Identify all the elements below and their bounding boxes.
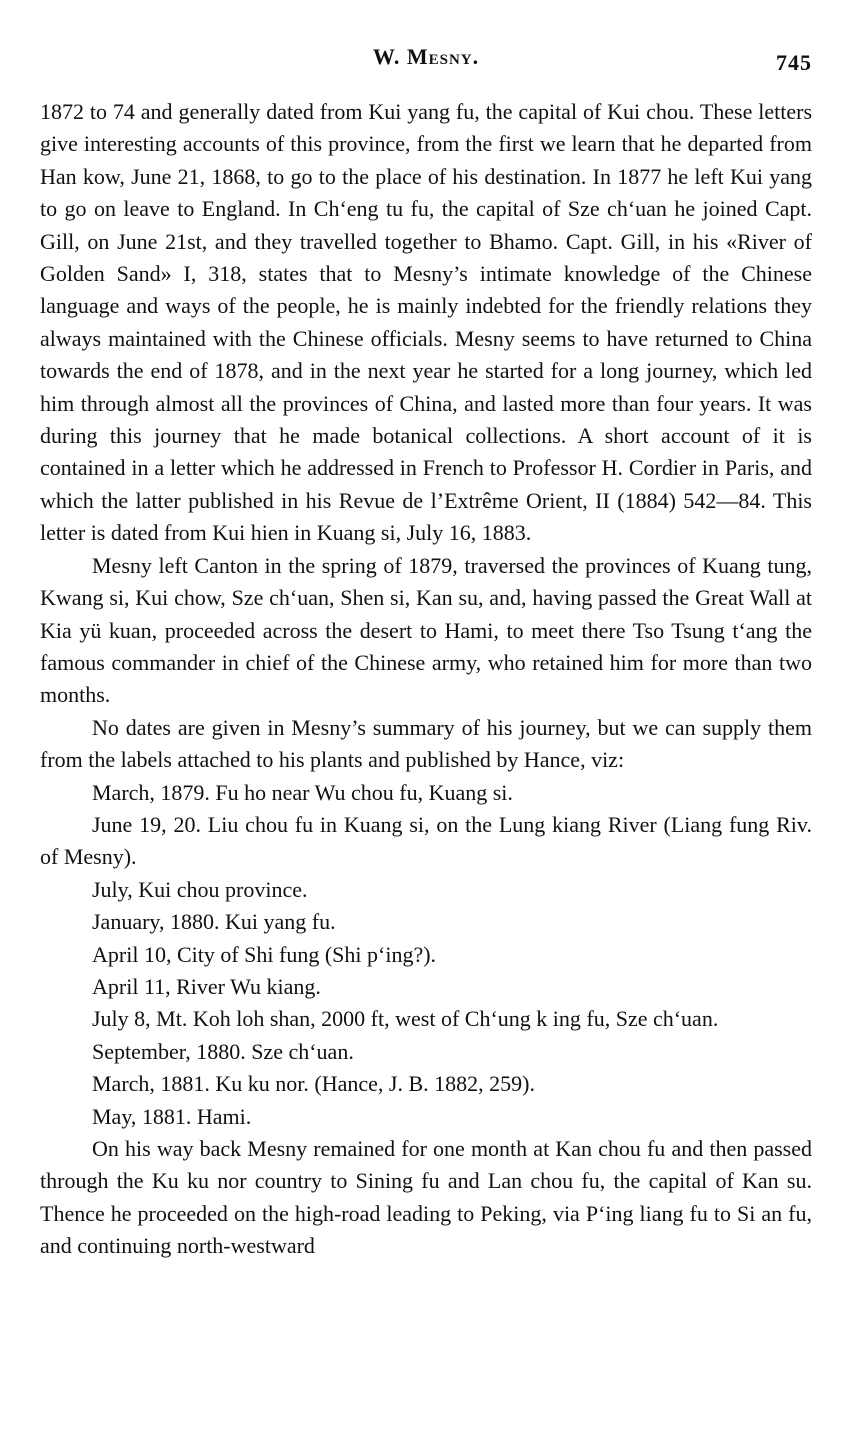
- itinerary-entry: July, Kui chou province.: [92, 876, 308, 902]
- itinerary-entry: March, 1879. Fu ho near Wu chou fu, Kuang si.: [92, 779, 513, 805]
- itinerary-entry: May, 1881. Hami.: [92, 1103, 252, 1129]
- paragraph-return-journey: On his way back Mesny remained for one month at Kan chou fu and then passed through the Ku ku nor country to Sining fu and Lan chou fu, the capital of Kan su. Thence he proceeded on the high-road leading to Peking, via Pʻing liang fu to Si an fu, and continuing north-westward: [40, 1136, 812, 1259]
- itinerary-entry: January, 1880. Kui yang fu.: [92, 909, 336, 935]
- itinerary-list: [40, 777, 812, 1133]
- itinerary-entry: March, 1881. Ku ku nor. (Hance, J. B. 1882, 259).: [92, 1071, 535, 1097]
- page-header: [40, 42, 812, 78]
- paragraph-letters: 1872 to 74 and generally dated from Kui yang fu, the capital of Kui chou. These letters give interesting accounts of this province, from the first we learn that he departed from Han kow, June 21, 1868, to go to the place of his destination. In 1877 he left Kui yang to go on leave to England. In Chʻeng tu fu, the capital of Sze chʻuan he joined Capt. Gill, on June 21st, and they travelled together to Bhamo. Capt. Gill, in his «River of Golden Sand» I, 318, states that to Mesny’s intimate knowledge of the Chinese language and ways of the people, he is mainly indebted for the friendly relations they always maintained with the Chinese officials. Mesny seems to have returned to China towards the end of 1878, and in the next year he started for a long journey, which led him through almost all the provinces of China, and lasted more than four years. It was during this journey that he made botanical collections. A short account of it is contained in a letter which he addressed in French to Professor H. Cordier in Paris, and which the latter published in his Revue de l’Extrême Orient, II (1884) 542—84. This letter is dated from Kui hien in Kuang si, July 16, 1883.: [40, 99, 812, 546]
- itinerary-entry: June 19, 20. Liu chou fu in Kuang si, on the Lung kiang River (Liang fung Riv. of Mesny).: [40, 811, 812, 870]
- itinerary-entry: April 11, River Wu kiang.: [92, 973, 321, 999]
- running-head: W. Mesny.: [372, 44, 480, 69]
- paragraph-dates-intro: No dates are given in Mesny’s summary of his journey, but we can supply them from the labels attached to his plants and published by Hance, viz:: [40, 714, 812, 773]
- itinerary-entry: April 10, City of Shi fung (Shi pʻing?).: [92, 941, 437, 967]
- itinerary-entry: July 8, Mt. Koh loh shan, 2000 ft, west of Chʻung k ing fu, Sze chʻuan.: [92, 1006, 719, 1032]
- itinerary-entry: September, 1880. Sze chʻuan.: [92, 1038, 354, 1064]
- body-text: [40, 96, 812, 1263]
- page-number: 745: [776, 50, 812, 75]
- paragraph-route: Mesny left Canton in the spring of 1879, traversed the provinces of Kuang tung, Kwang si, Kui chow, Sze chʻuan, Shen si, Kan su, and, having passed the Great Wall at Kia yü kuan, proceeded across the desert to Hami, to meet there Tso Tsung tʻang the famous commander in chief of the Chinese army, who retained him for more than two months.: [40, 552, 812, 708]
